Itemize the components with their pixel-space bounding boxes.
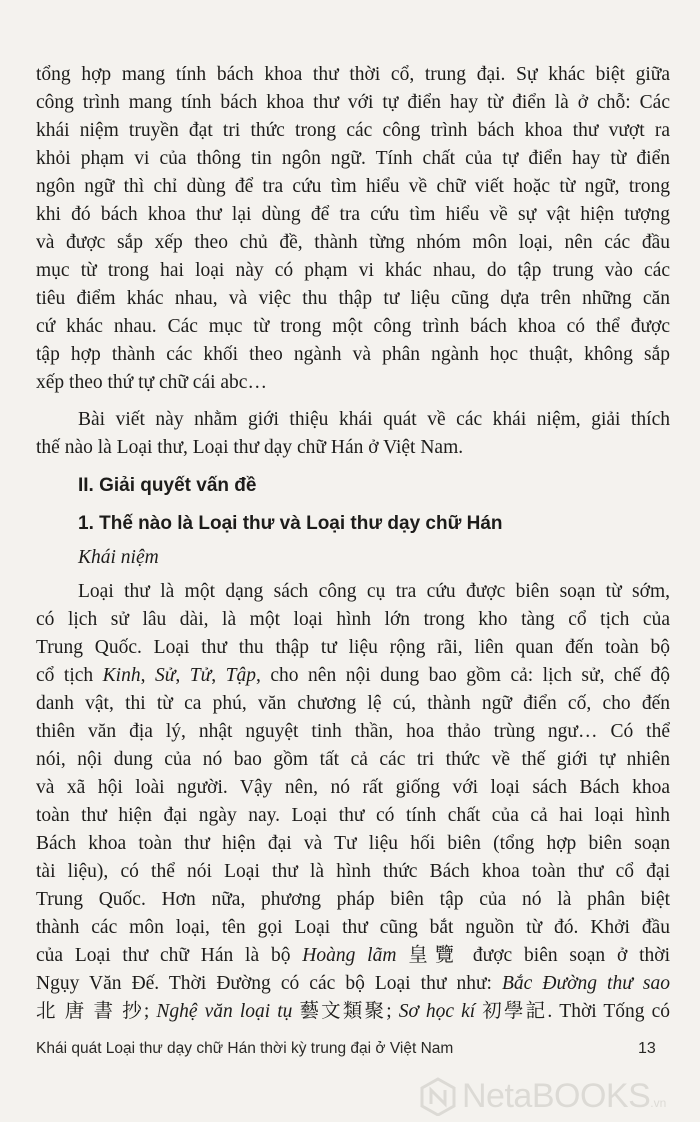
italic-term: Kinh xyxy=(102,665,141,686)
watermark xyxy=(418,1072,698,1120)
text-run: 北 唐 書 抄; xyxy=(36,1001,157,1022)
text-line: khi đó bách khoa thư lại dùng để tra cứu tìm hiểu về sự vật hiện tượng xyxy=(36,204,670,225)
text-line: tập hợp thành các khối theo ngành và phân ngành học thuật, không sắp xyxy=(36,344,670,365)
page-number: 13 xyxy=(638,1040,656,1057)
text-run: , xyxy=(175,665,190,686)
watermark-brand: NetaBOOKS xyxy=(462,1076,651,1115)
text-line: Bách khoa toàn thư hiện đại và Tư liệu hối biên (tổng hợp biên soạn xyxy=(36,833,670,854)
italic-heading: Khái niệm xyxy=(78,547,159,568)
text-line: có lịch sử lâu dài, là một loại hình lớn trong kho tàng cổ tịch của xyxy=(36,609,670,630)
text-line: danh vật, thi từ ca phú, văn chương lệ cú, thành ngữ điển cố, cho đến xyxy=(36,693,670,714)
text-line: xếp theo thứ tự chữ cái abc… xyxy=(36,372,267,393)
text-line: công trình mang tính bách khoa thư với tự điển hay từ điển là ở chỗ: Các xyxy=(36,92,670,113)
italic-term: Sử xyxy=(154,665,176,686)
italic-term: Tử xyxy=(189,665,212,686)
italic-term: Tập xyxy=(225,665,256,686)
running-footer-title: Khái quát Loại thư dạy chữ Hán thời kỳ trung đại ở Việt Nam xyxy=(36,1040,454,1057)
text-line: Trung Quốc. Loại thư thu thập tư liệu rộng rãi, liên quan đến toàn bộ xyxy=(36,637,670,658)
text-line xyxy=(36,944,670,968)
text-run: , xyxy=(211,665,226,686)
text-line: thế nào là Loại thư, Loại thư dạy chữ Hán ở Việt Nam. xyxy=(36,437,464,458)
text-line xyxy=(36,664,670,688)
text-run: , cho nên nội dung bao gồm cả: lịch sử, chế độ xyxy=(256,665,671,686)
text-line: tài liệu), có thể nói Loại thư là hình thức Bách khoa toàn thư cổ đại xyxy=(36,861,670,882)
text-line: khái niệm truyền đạt tri thức trong các công trình bách khoa thư vượt ra xyxy=(36,120,670,141)
brand-logo-icon xyxy=(418,1076,458,1116)
text-run: , xyxy=(140,665,155,686)
text-line: tiêu điểm khác nhau, và việc thu thập tư liệu cũng dựa trên những căn xyxy=(36,288,670,309)
text-line: Bài viết này nhằm giới thiệu khái quát về các khái niệm, giải thích xyxy=(78,409,670,430)
section-heading: II. Giải quyết vấn đề xyxy=(78,475,257,496)
text-line: Loại thư là một dạng sách công cụ tra cứu được biên soạn từ sớm, xyxy=(78,581,670,602)
text-run: của Loại thư chữ Hán là bộ xyxy=(36,945,303,966)
text-line: thiên văn địa lý, nhật nguyệt tinh thần, hoa thảo trùng ngư… Có thể xyxy=(36,721,670,742)
text-line: toàn thư hiện đại ngày nay. Loại thư có tính chất của cả hai loại hình xyxy=(36,805,670,826)
italic-title: Sơ học kí xyxy=(398,1001,476,1022)
italic-title: Bắc Đường thư sao xyxy=(502,973,670,994)
italic-title: Hoàng lãm xyxy=(302,945,397,966)
text-line: nói, nội dung của nó bao gồm tất cả các tri thức về thế giới tự nhiên xyxy=(36,749,670,770)
text-line: thành các môn loại, tên gọi Loại thư cũng bắt nguồn từ đó. Khởi đầu xyxy=(36,917,670,938)
text-line xyxy=(36,972,670,996)
text-run: cổ tịch xyxy=(36,665,103,686)
text-line: ngôn ngữ thì chỉ dùng để tra cứu tìm hiểu về chữ viết hoặc từ ngữ, trong xyxy=(36,176,670,197)
text-run: 皇覽 được biên soạn ở thời xyxy=(396,945,670,966)
text-line: tổng hợp mang tính bách khoa thư thời cổ, trung đại. Sự khác biệt giữa xyxy=(36,64,670,85)
text-line: khỏi phạm vi của thông tin ngôn ngữ. Tính chất của tự điển hay từ điển xyxy=(36,148,670,169)
text-line: mục từ trong hai loại này có phạm vi khác nhau, do tập trung vào các xyxy=(36,260,670,281)
italic-title: Nghệ văn loại tụ xyxy=(156,1001,293,1022)
text-run: 藝文類聚; xyxy=(292,1001,399,1022)
text-run: Ngụy Văn Đế. Thời Đường có các bộ Loại thư như: xyxy=(36,973,502,994)
text-run: 初學記. Thời Tống có xyxy=(475,1001,671,1022)
text-line xyxy=(36,1000,670,1024)
subsection-heading: 1. Thế nào là Loại thư và Loại thư dạy chữ Hán xyxy=(78,513,503,534)
text-line: cứ khác nhau. Các mục từ trong một công trình bách khoa có thể được xyxy=(36,316,670,337)
text-line: Trung Quốc. Hơn nữa, phương pháp biên tập của nó là phân biệt xyxy=(36,889,670,910)
watermark-suffix: .vn xyxy=(650,1096,667,1110)
text-line: và được sắp xếp theo chủ đề, thành từng nhóm môn loại, nên các đầu xyxy=(36,232,670,253)
text-line: và xã hội loài người. Vậy nên, nó rất giống với loại sách Bách khoa xyxy=(36,777,670,798)
